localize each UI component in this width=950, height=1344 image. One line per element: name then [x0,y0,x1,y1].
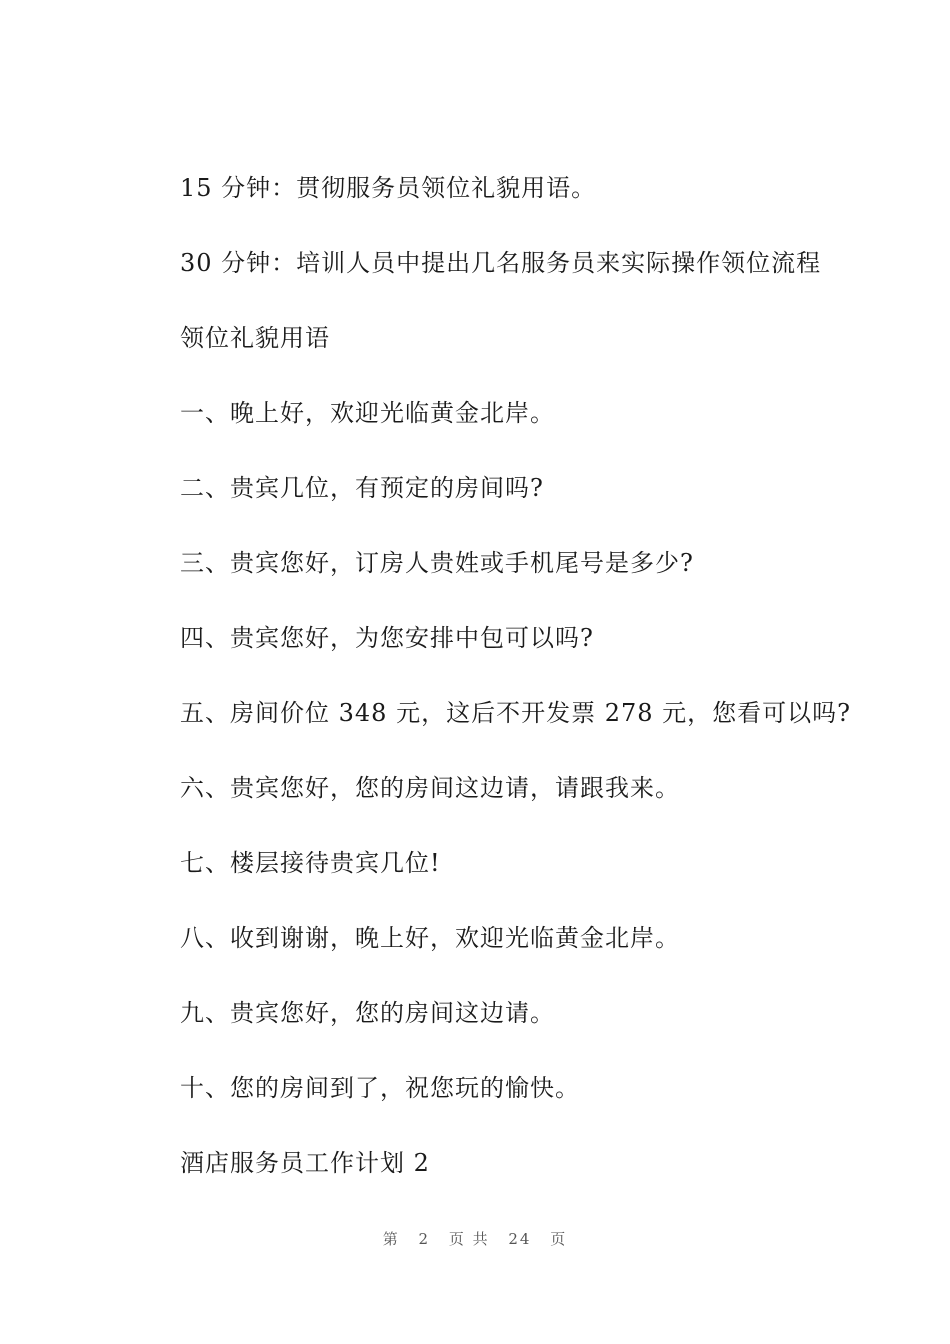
section-heading: 领位礼貌用语 [180,324,330,352]
text-line: 15 分钟：贯彻服务员领位礼貌用语。 [180,174,597,202]
list-item: 二、贵宾几位，有预定的房间吗? [180,474,544,502]
footer-prefix: 第 [382,1230,400,1248]
list-item: 四、贵宾您好，为您安排中包可以吗? [180,624,594,652]
text-line: 30 分钟：培训人员中提出几名服务员来实际操作领位流程 [180,249,822,277]
list-item: 五、房间价位 348 元，这后不开发票 278 元，您看可以吗? [180,699,851,727]
list-item: 九、贵宾您好，您的房间这边请。 [180,999,555,1027]
list-item: 六、贵宾您好，您的房间这边请，请跟我来。 [180,774,680,802]
list-item: 三、贵宾您好，订房人贵姓或手机尾号是多少? [180,549,694,577]
footer-total-pages: 24 [508,1230,532,1248]
section-heading: 酒店服务员工作计划 2 [180,1149,430,1177]
list-item: 八、收到谢谢，晚上好，欢迎光临黄金北岸。 [180,924,680,952]
footer-middle: 页 共 [448,1230,490,1248]
footer-suffix: 页 [550,1230,568,1248]
document-body [180,172,880,1222]
page-footer [0,1228,950,1249]
list-item: 一、晚上好，欢迎光临黄金北岸。 [180,399,555,427]
list-item: 十、您的房间到了，祝您玩的愉快。 [180,1074,580,1102]
footer-page-number: 2 [418,1230,431,1248]
list-item: 七、楼层接待贵宾几位! [180,849,441,877]
